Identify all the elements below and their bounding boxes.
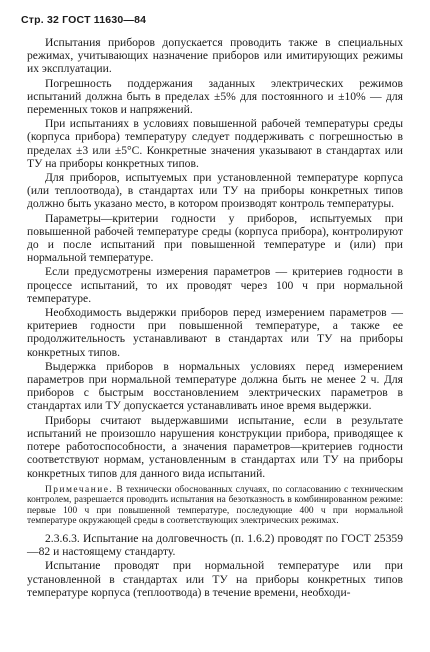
note-label: Примечание.: [45, 484, 114, 495]
paragraph: Выдержка приборов в нормальных условиях перед измерением параметров при нормальной температуре должна быть не менее 2 ч. Для приборов с быстрым восстановлением электрических параметров в стандартах или ТУ допускается устанавливать иное время выдержки.: [27, 359, 403, 413]
body-text: [27, 36, 403, 599]
paragraph: Если предусмотрены измерения параметров — критериев годности в процессе испытаний, то их проводят через 100 ч при нормальной температуре.: [27, 265, 403, 305]
paragraph: Необходимость выдержки приборов перед измерением параметров — критериев годности при повышенной температуре, а также ее продолжительность устанавливают в стандартах или ТУ на приборы конкретных типов.: [27, 306, 403, 359]
paragraph: Испытания приборов допускается проводить также в специальных режимах, учитывающих назначение приборов или имитирующих режимы их эксплуатации.: [27, 36, 403, 76]
paragraph: Для приборов, испытуемых при установленной температуре корпуса (или теплоотвода), в стандартах или ТУ на приборы конкретных типов должно быть указано место, в котором производят контроль температуры.: [27, 171, 403, 211]
paragraph: Испытание проводят при нормальной температуре или при установленной в стандартах или ТУ на приборы конкретных типов температуре корпуса (теплоотвода) в течение времени, необходи-: [27, 559, 403, 599]
paragraph: При испытаниях в условиях повышенной рабочей температуры среды (корпуса прибора) температуру следует поддерживать с погрешностью в пределах ±3 или ±5°С. Конкретные значения указывают в стандартах или ТУ на приборы конкретных типов.: [27, 117, 403, 170]
note-text: В технически обоснованных случаях, по согласованию с техническим контролем, разрешается проводить испытания на безотказность в комбинированном режиме: первые 100 ч при повышенной температуре, последующие 400 ч при нормальной температуре окружающей среды в соответствующих электрических режимах.: [27, 484, 403, 527]
paragraph: 2.3.6.3. Испытание на долговечность (п. 1.6.2) проводят по ГОСТ 25359—82 и настоящему стандарту.: [27, 532, 403, 559]
paragraph: Погрешность поддержания заданных электрических режимов испытаний должна быть в пределах ±5% для постоянного и ±10% — для переменных токов и напряжений.: [27, 76, 403, 117]
paragraph: Параметры—критерии годности у приборов, испытуемых при повышенной рабочей температуре среды (корпуса прибора), контролируют до и после испытаний при повышенной температуре и (или) при нормальной температуре.: [27, 211, 403, 265]
note: [27, 485, 403, 527]
paragraph: Приборы считают выдержавшими испытание, если в результате испытаний не произошло нарушения конструкции прибора, приводящее к потере работоспособности, а значения параметров—критериев годности соответствуют нормам, установленным в стандартах или ТУ на приборы конкретных типов для данного вида испытаний.: [27, 413, 403, 480]
page-header: Стр. 32 ГОСТ 11630—84: [21, 14, 147, 26]
